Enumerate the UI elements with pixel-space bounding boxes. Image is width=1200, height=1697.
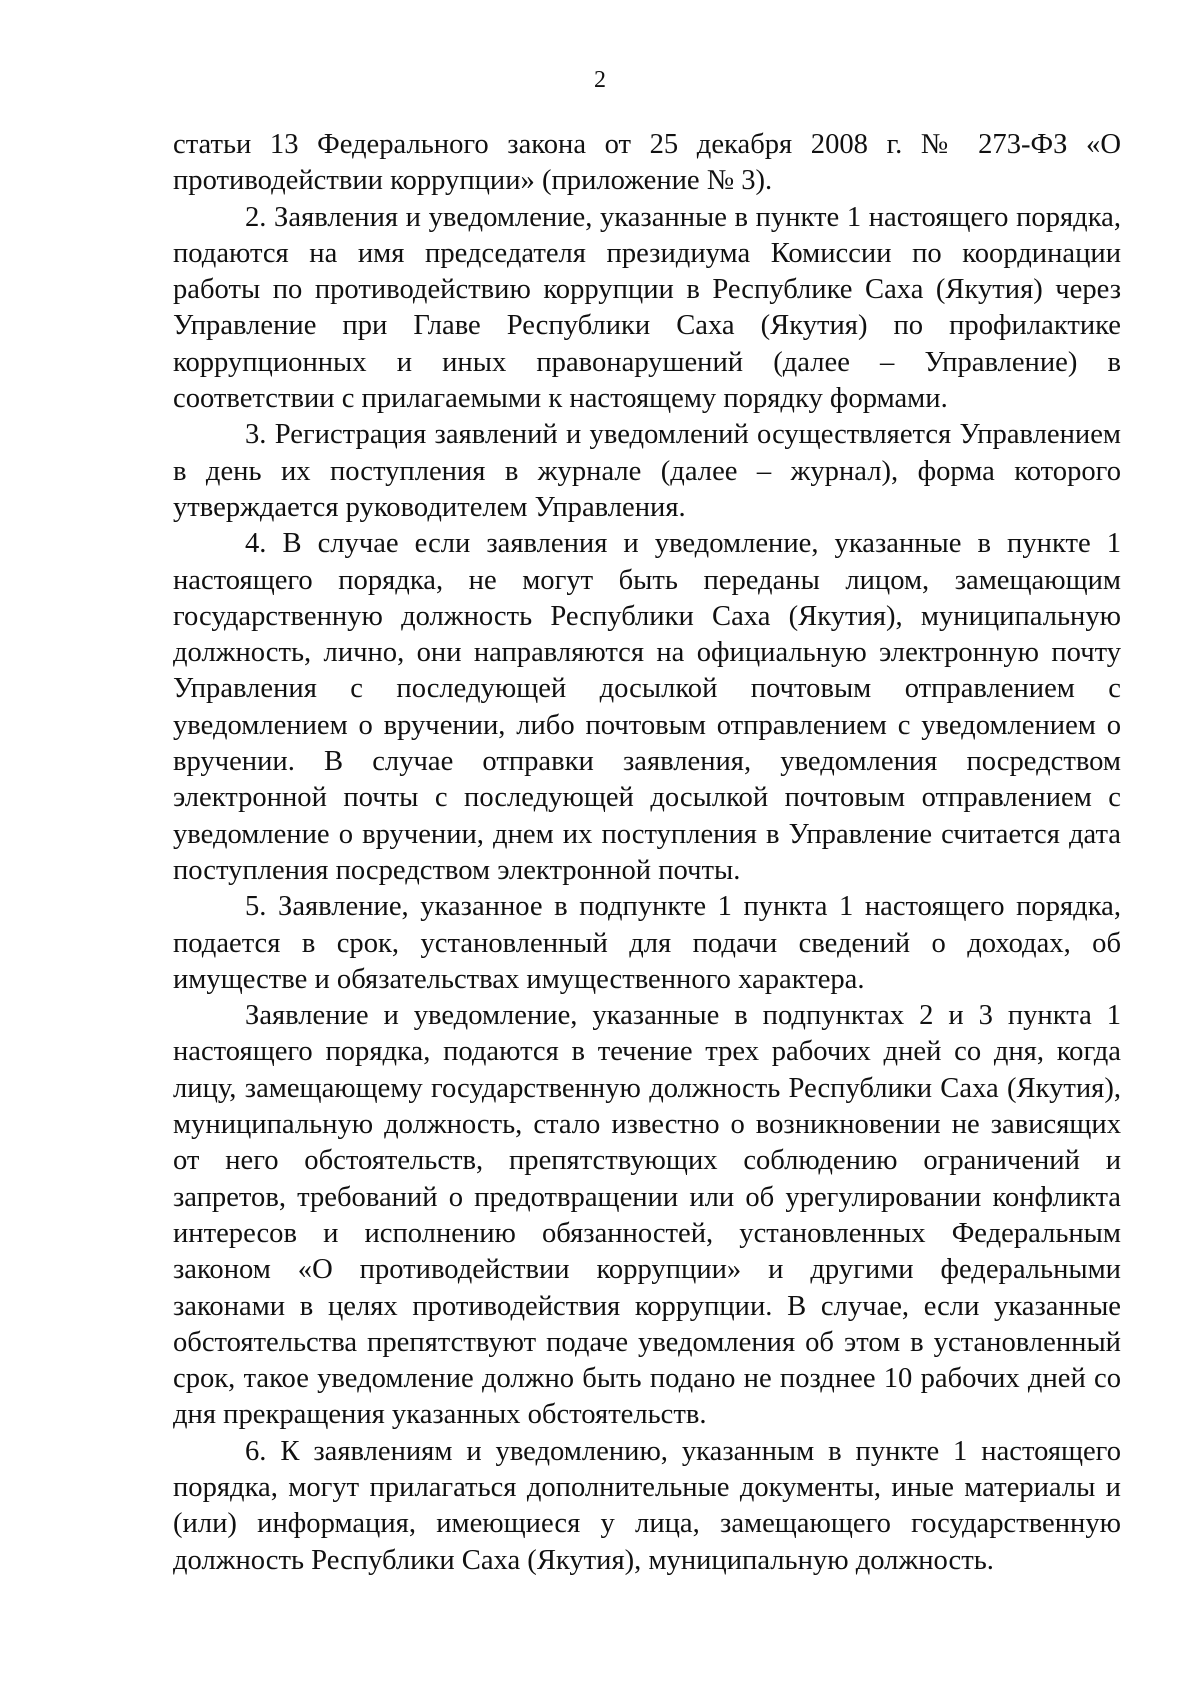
paragraph-continuation: статьи 13 Федерального закона от 25 декабря 2008 г. № 273-ФЗ «О противодействии коррупции» (приложение № 3). xyxy=(173,129,1121,197)
page-number: 2 xyxy=(594,67,606,93)
paragraph-item-4: 4. В случае если заявления и уведомление, указанные в пункте 1 настоящего порядка, не могут быть переданы лицом, замещающим государственную должность Республики Саха (Якутия), муниципальную должность, лично, они направляются на официальную электронную почту Управления с последующей досылкой почтовым отправлением с уведомлением о вручении, либо почтовым отправлением с уведомлением о вручении. В случае отправки заявления, уведомления посредством электронной почты с последующей досылкой почтовым отправлением с уведомление о вручении, днем их поступления в Управление считается дата поступления посредством электронной почты. xyxy=(173,528,1121,886)
paragraph-item-3: 3. Регистрация заявлений и уведомлений осуществляется Управлением в день их поступления в журнале (далее – журнал), форма которого утверждается руководителем Управления. xyxy=(173,419,1121,523)
paragraph-item-5-second: Заявление и уведомление, указанные в подпунктах 2 и 3 пункта 1 настоящего порядка, подаются в течение трех рабочих дней со дня, когда лицу, замещающему государственную должность Республики Саха (Якутия), муниципальную должность, стало известно о возникновении не зависящих от него обстоятельств, препятствующих соблюдению ограничений и запретов, требований о предотвращении или об урегулировании конфликта интересов и исполнению обязанностей, установленных Федеральным законом «О противодействии коррупции» и другими федеральными законами в целях противодействия коррупции. В случае, если указанные обстоятельства препятствуют подаче уведомления об этом в установленный срок, такое уведомление должно быть подано не позднее 10 рабочих дней со дня прекращения указанных обстоятельств. xyxy=(173,1000,1121,1431)
paragraph-item-5: 5. Заявление, указанное в подпункте 1 пункта 1 настоящего порядка, подается в срок, установленный для подачи сведений о доходах, об имуществе и обязательствах имущественного характера. xyxy=(173,891,1121,995)
document-body xyxy=(173,127,1121,1579)
paragraph-item-2: 2. Заявления и уведомление, указанные в пункте 1 настоящего порядка, подаются на имя председателя президиума Комиссии по координации работы по противодействию коррупции в Республике Саха (Якутия) через Управление при Главе Республики Саха (Якутия) по профилактике коррупционных и иных правонарушений (далее – Управление) в соответствии с прилагаемыми к настоящему порядку формами. xyxy=(173,201,1121,415)
paragraph-item-6: 6. К заявлениям и уведомлению, указанным в пункте 1 настоящего порядка, могут прилагаться дополнительные документы, иные материалы и (или) информация, имеющиеся у лица, замещающего государственную должность Республики Саха (Якутия), муниципальную должность. xyxy=(173,1435,1121,1576)
